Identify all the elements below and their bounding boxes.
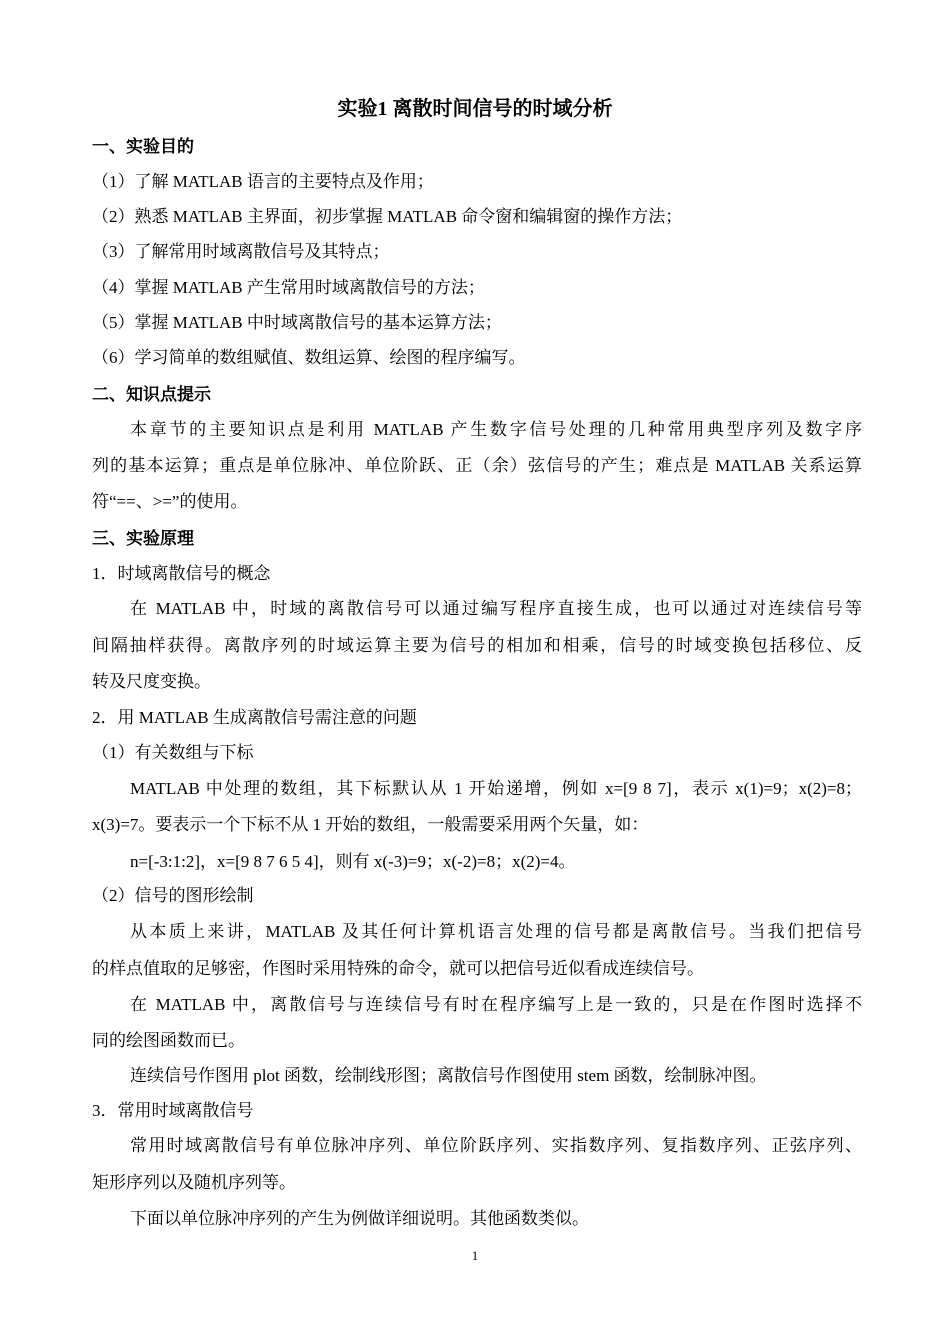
paragraph-line: 从本质上来讲，MATLAB 及其任何计算机语言处理的信号都是离散信号。当我们把信号 xyxy=(130,922,862,941)
objective-item: （3）了解常用时域离散信号及其特点； xyxy=(92,242,390,261)
part-heading: （1）有关数组与下标 xyxy=(92,743,254,762)
paragraph-line: 符“==、>=”的使用。 xyxy=(92,492,248,511)
paragraph-line: 在 MATLAB 中，离散信号与连续信号有时在程序编写上是一致的，只是在作图时选择不 xyxy=(130,995,862,1014)
objective-item: （6）学习简单的数组赋值、数组运算、绘图的程序编写。 xyxy=(92,348,526,367)
section-heading-principle: 三、实验原理 xyxy=(92,529,194,548)
paragraph-line: 矩形序列以及随机序列等。 xyxy=(92,1173,296,1192)
subsection-heading: 1．时域离散信号的概念 xyxy=(92,564,271,583)
paragraph-line: 本章节的主要知识点是利用 MATLAB 产生数字信号处理的几种常用典型序列及数字序 xyxy=(130,420,862,439)
paragraph-line: MATLAB 中处理的数组，其下标默认从 1 开始递增，例如 x=[9 8 7]，表示 x(1)=9；x(2)=8； xyxy=(130,779,862,798)
page-number: 1 xyxy=(471,1248,479,1263)
paragraph-line: 列的基本运算；重点是单位脉冲、单位阶跃、正（余）弦信号的产生；难点是 MATLAB 关系运算 xyxy=(92,456,862,475)
paragraph-line: 同的绘图函数而已。 xyxy=(92,1031,245,1050)
paragraph-line: 连续信号作图用 plot 函数，绘制线形图；离散信号作图使用 stem 函数，绘制脉冲图。 xyxy=(130,1066,767,1085)
paragraph-line: x(3)=7。要表示一个下标不从 1 开始的数组，一般需要采用两个矢量，如： xyxy=(92,815,649,834)
paragraph-line: 下面以单位脉冲序列的产生为例做详细说明。其他函数类似。 xyxy=(130,1209,589,1228)
part-heading: （2）信号的图形绘制 xyxy=(92,886,254,905)
paragraph-line: 的样点值取的足够密，作图时采用特殊的命令，就可以把信号近似看成连续信号。 xyxy=(92,959,704,978)
objective-item: （1）了解 MATLAB 语言的主要特点及作用； xyxy=(92,172,434,191)
subsection-heading: 2．用 MATLAB 生成离散信号需注意的问题 xyxy=(92,708,417,727)
subsection-heading: 3．常用时域离散信号 xyxy=(92,1101,254,1120)
page-title: 实验1 离散时间信号的时域分析 xyxy=(337,98,613,120)
paragraph-line: 在 MATLAB 中，时域的离散信号可以通过编写程序直接生成，也可以通过对连续信号等 xyxy=(130,599,862,618)
paragraph-line: 转及尺度变换。 xyxy=(92,672,211,691)
paragraph-line: n=[-3:1:2]，x=[9 8 7 6 5 4]，则有 x(-3)=9；x(-2)=8；x(2)=4。 xyxy=(130,852,576,871)
section-heading-objectives: 一、实验目的 xyxy=(92,137,194,156)
paragraph-line: 常用时域离散信号有单位脉冲序列、单位阶跃序列、实指数序列、复指数序列、正弦序列、 xyxy=(130,1136,862,1155)
objective-item: （5）掌握 MATLAB 中时域离散信号的基本运算方法； xyxy=(92,313,502,332)
objective-item: （4）掌握 MATLAB 产生常用时域离散信号的方法； xyxy=(92,278,485,297)
objective-item: （2）熟悉 MATLAB 主界面，初步掌握 MATLAB 命令窗和编辑窗的操作方法； xyxy=(92,207,683,226)
paragraph-line: 间隔抽样获得。离散序列的时域运算主要为信号的相加和相乘，信号的时域变换包括移位、反 xyxy=(92,636,862,655)
section-heading-knowledge: 二、知识点提示 xyxy=(92,385,211,404)
